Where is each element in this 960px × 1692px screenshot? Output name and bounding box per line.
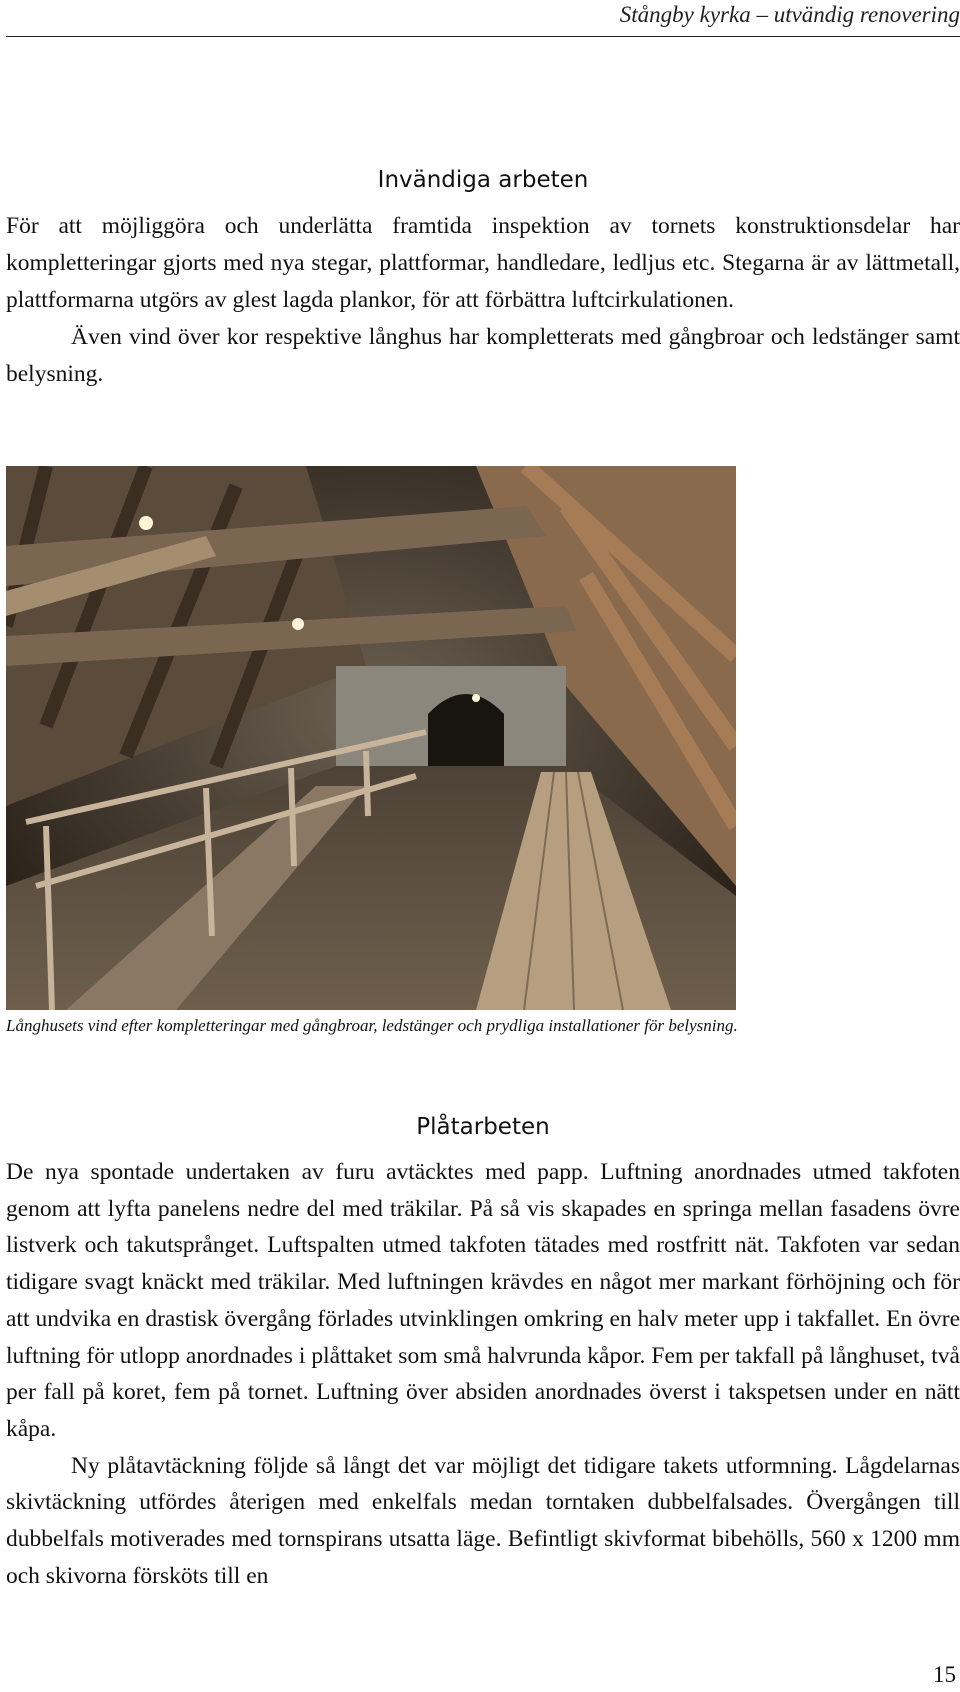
body-paragraph: För att möjliggöra och underlätta framtida inspektion av tornets konstruktionsdelar har kompletteringar gjorts med nya stegar, plattformar, handledare, ledljus etc. Stegarna är av lättmetall, plattformarna utgörs av glest lagda plankor, för att förbättra luftcirkulationen. bbox=[6, 213, 960, 313]
section-heading-platarbeten: Plåtarbeten bbox=[416, 1114, 550, 1140]
section-body-platarbeten bbox=[6, 1154, 960, 1594]
body-paragraph: De nya spontade undertaken av furu avtäcktes med papp. Luftning anordnades utmed takfoten genom att lyfta panelens nedre del med träkilar. På så vis skapades en springa mellan fasadens övre listverk och takutsprånget. Luftspalten utmed takfoten tätades med rostfritt nät. Takfoten var sedan tidigare svagt knäckt med träkilar. Med luftningen krävdes en något mer markant förhöjning och för att undvika en drastisk övergång förlades utvinklingen omkring en halv meter upp i takfallet. En övre luftning för utlopp anordnades i plåttaket som små halvrunda kåpor. Fem per takfall på långhuset, två per fall på koret, fem på tornet. Luftning över absiden anordnades överst i takspetsen under en nätt kåpa. bbox=[6, 1159, 960, 1442]
page-number: 15 bbox=[933, 1662, 956, 1687]
body-paragraph: Även vind över kor respektive långhus har kompletterats med gångbroar och ledstänger samt belysning. bbox=[6, 324, 960, 387]
body-paragraph: Ny plåtavtäckning följde så långt det var möjligt det tidigare takets utformning. Lågdelarnas skivtäckning utfördes återigen med enkelfals medan torntaken dubbelfalsades. Övergången till dubbelfals motiverades med tornspirans utsatta läge. Befintligt skivformat bibehölls, 560 x 1200 mm och skivorna försköts till en bbox=[6, 1452, 960, 1589]
running-title: Stångby kyrka – utvändig renovering bbox=[619, 2, 960, 27]
figure-caption: Långhusets vind efter kompletteringar med gångbroar, ledstänger och prydliga installationer för belysning. bbox=[6, 1016, 738, 1035]
section-body-invandiga-arbeten bbox=[6, 208, 960, 393]
attic-walkway-photo bbox=[6, 466, 736, 1010]
running-header bbox=[6, 0, 960, 37]
arch-doorway bbox=[428, 694, 504, 778]
section-heading-invandiga-arbeten: Invändiga arbeten bbox=[377, 167, 589, 193]
